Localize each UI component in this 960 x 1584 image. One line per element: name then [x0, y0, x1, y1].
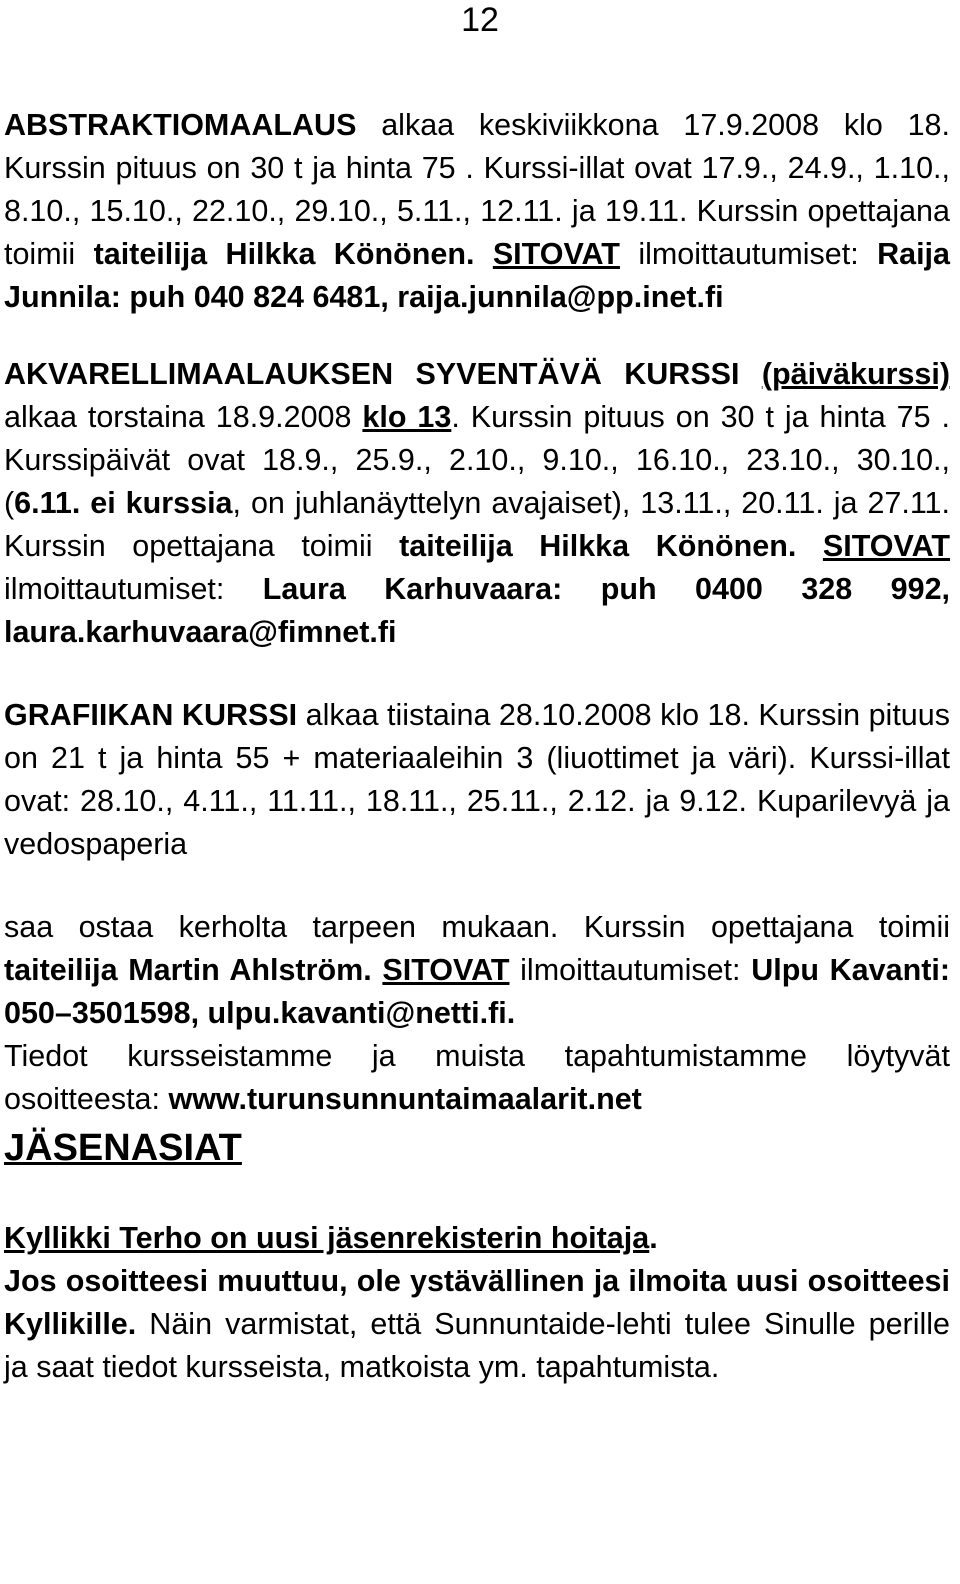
registration-label: ilmoittautumiset: — [509, 953, 752, 987]
course-time-text: klo 13 — [362, 400, 452, 434]
day-course-label-text: (päiväkurssi) — [761, 357, 950, 391]
registry-announcement-text: Kyllikki Terho on uusi jäsenrekisterin hoitaja — [4, 1221, 650, 1255]
address-change-request: Jos osoitteesi muuttuu, ole ystävällinen ja ilmoita uusi osoitteesi Kyllikille. — [4, 1264, 950, 1341]
registry-announcement-period: . — [649, 1221, 658, 1255]
page-number: 12 — [461, 1, 499, 39]
graphics-course-heading: GRAFIIKAN KURSSI — [4, 698, 306, 732]
registration-contact: Ulpu Kavanti: 050–3501598, ulpu.kavanti@netti.fi. — [4, 953, 950, 1030]
spacer — [796, 529, 823, 563]
course-details: saa ostaa kerholta tarpeen mukaan. Kurssin opettajana toimii — [4, 910, 950, 944]
graphics-course-continued-paragraph — [4, 906, 950, 1035]
website-link[interactable]: www.turunsunnuntaimaalarit.net — [168, 1082, 642, 1116]
course-details: alkaa tiistaina 28.10.2008 klo 18. Kurssin pituus on 21 t ja hinta 55 + materiaaleihin 3 (liuottimet ja väri). Kurssi-illat ovat: 28.10., 4.11., 11.11., 18.11., 25.11., 2.12. ja 9.12. Kuparilevyä ja vedospaperia — [4, 698, 950, 861]
registration-label: ilmoittautumiset: — [4, 572, 263, 606]
course-start: alkaa torstaina 18.9.2008 — [4, 400, 363, 434]
registry-announcement — [4, 1221, 649, 1255]
address-change-paragraph — [4, 1260, 950, 1389]
spacer — [372, 953, 383, 987]
binding-label-text: SITOVAT — [382, 953, 510, 987]
spacer — [474, 237, 492, 271]
website-info-paragraph — [4, 1035, 950, 1121]
address-change-info: Näin varmistat, että Sunnuntaide-lehti tulee Sinulle perille ja saat tiedot kursseista, matkoista ym. tapahtumista. — [4, 1307, 950, 1384]
course-teacher: taiteilija Hilkka Könönen. — [93, 237, 475, 271]
members-section-heading: JÄSENASIAT — [4, 1127, 242, 1169]
abstract-painting-course-paragraph — [4, 104, 950, 319]
binding-label — [382, 953, 509, 987]
watercolor-course-paragraph — [4, 353, 950, 654]
document-body — [4, 104, 950, 1389]
course-time — [362, 400, 451, 434]
binding-label-text: SITOVAT — [492, 237, 620, 271]
graphics-course-paragraph — [4, 694, 950, 866]
day-course-label — [762, 357, 950, 391]
website-info-text: Tiedot kursseistamme ja muista tapahtumistamme löytyvät osoitteesta: — [4, 1039, 950, 1116]
watercolor-course-heading: AKVARELLIMAALAUKSEN SYVENTÄVÄ KURSSI — [4, 357, 762, 391]
registration-contact: Laura Karhuvaara: puh 0400 328 992, laura.karhuvaara@fimnet.fi — [4, 572, 951, 649]
binding-label — [493, 237, 620, 271]
course-teacher: taiteilija Martin Ahlström. — [4, 953, 372, 987]
registration-label: ilmoittautumiset: — [619, 237, 878, 271]
abstract-painting-course-heading: ABSTRAKTIOMAALAUS — [4, 108, 357, 142]
binding-label — [823, 529, 950, 563]
registry-announcement-paragraph — [4, 1217, 950, 1260]
binding-label-text: SITOVAT — [822, 529, 950, 563]
course-details: alkaa keskiviikkona 17.9.2008 klo 18. Kurssin pituus on 30 t ja hinta 75 . Kurssi-illat ovat 17.9., 24.9., 1.10., 8.10., 15.10., 22.10., 29.10., 5.11., 12.11. ja 19.11. Kurssin opettajana toimii — [4, 108, 950, 271]
course-teacher: taiteilija Hilkka Könönen. — [399, 529, 797, 563]
course-details: . Kurssin pituus on 30 t ja hinta 75 . Kurssipäivät ovat 18.9., 25.9., 2.10., 9.10., 16.10., 23.10., 30.10., ( — [4, 400, 950, 520]
course-details-cont: , on juhlanäyttelyn avajaiset), 13.11., 20.11. ja 27.11. Kurssin opettajana toimii — [4, 486, 950, 563]
registration-contact: Raija Junnila: puh 040 824 6481, raija.junnila@pp.inet.fi — [4, 237, 950, 314]
course-exception: 6.11. ei kurssia — [14, 486, 233, 520]
